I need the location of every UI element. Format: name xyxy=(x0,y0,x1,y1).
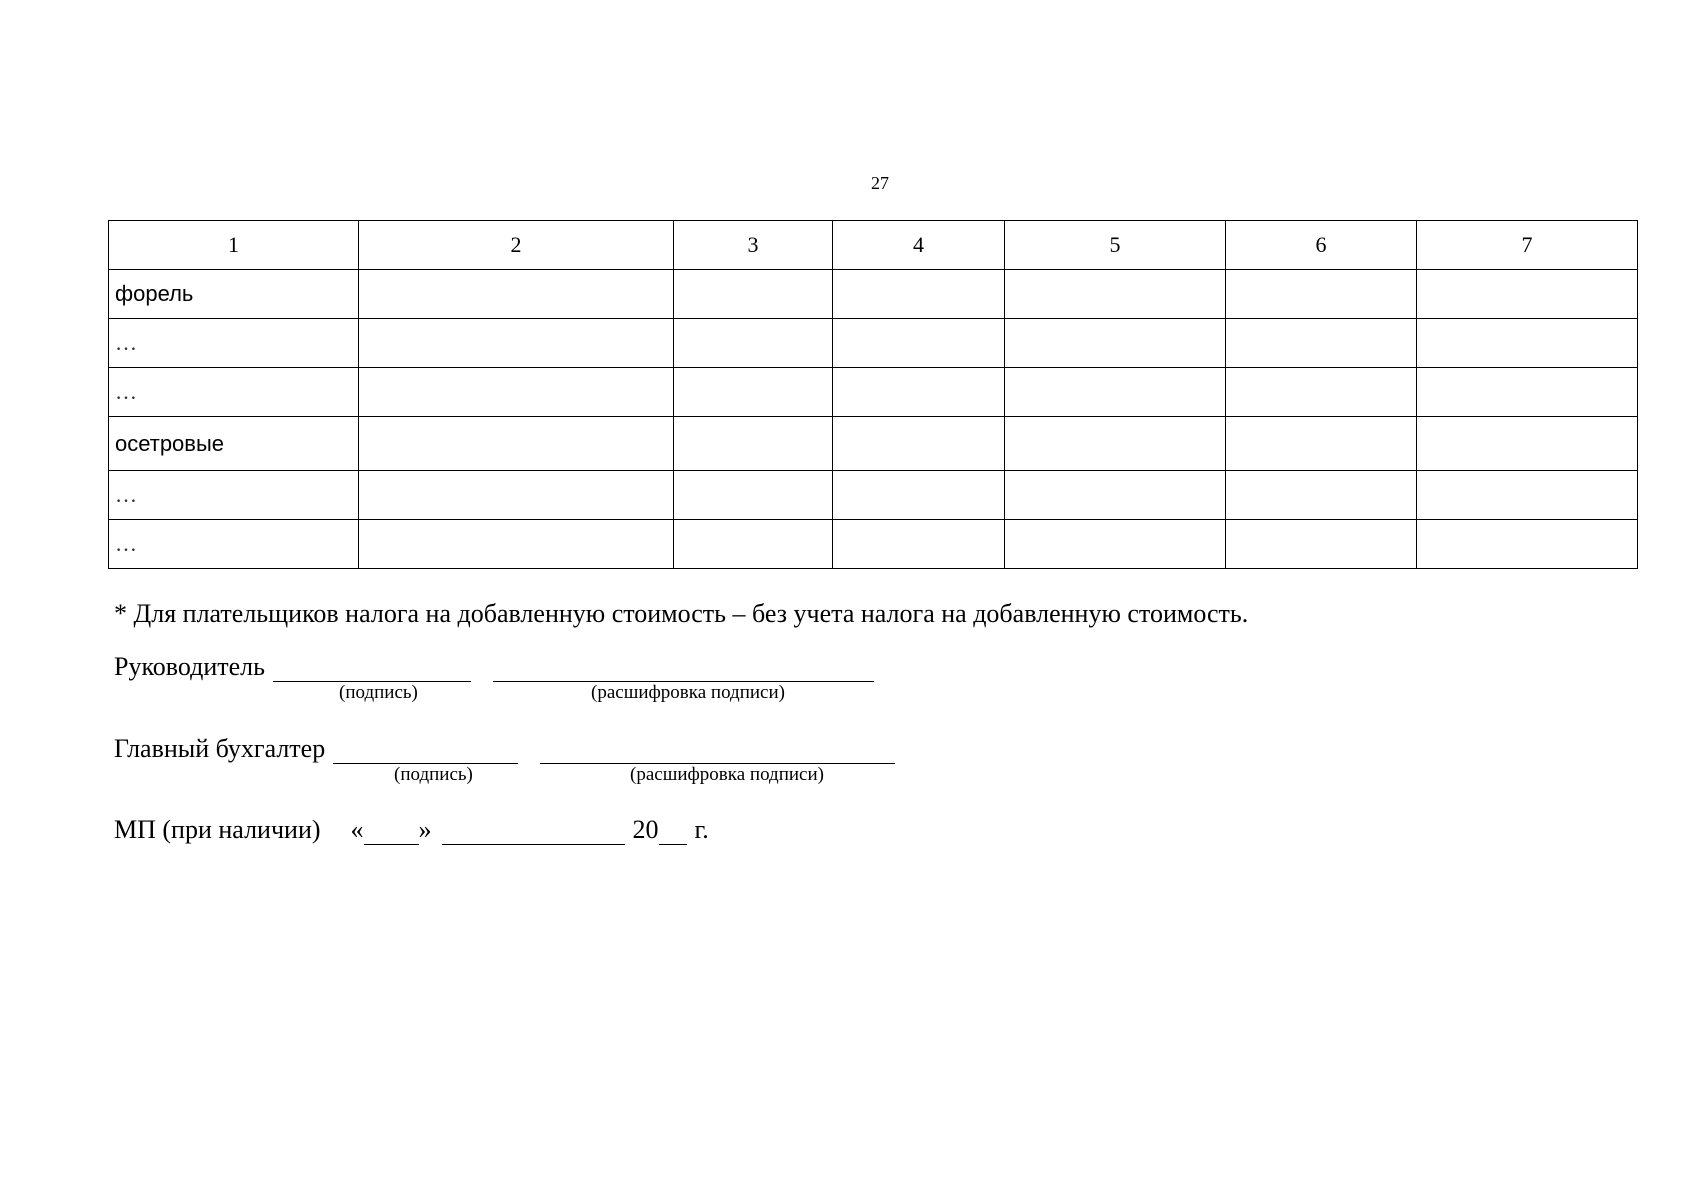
table-cell xyxy=(1005,270,1226,319)
table-cell xyxy=(833,417,1005,471)
day-blank xyxy=(364,818,419,845)
table-cell xyxy=(359,520,674,569)
head-signature-block xyxy=(114,652,874,706)
table-cell xyxy=(1417,368,1638,417)
table-cell xyxy=(1226,270,1417,319)
table-cell xyxy=(833,471,1005,520)
column-header: 1 xyxy=(109,221,359,270)
close-quote: » xyxy=(418,815,432,844)
table-row xyxy=(109,471,1638,520)
table-cell xyxy=(1226,368,1417,417)
table-cell xyxy=(1417,270,1638,319)
stamp-label: МП (при наличии) xyxy=(114,815,321,844)
table-cell xyxy=(833,520,1005,569)
table-cell xyxy=(1005,471,1226,520)
decoding-caption: (расшифровка подписи) xyxy=(591,682,785,703)
open-quote: « xyxy=(350,815,364,844)
chief-accountant-signature-block xyxy=(114,734,895,788)
year-prefix: 20 xyxy=(632,815,659,844)
column-header: 4 xyxy=(833,221,1005,270)
decoding-caption: (расшифровка подписи) xyxy=(630,764,824,785)
table-cell xyxy=(1417,471,1638,520)
table-cell xyxy=(359,270,674,319)
table-cell xyxy=(674,520,833,569)
table-cell xyxy=(1226,417,1417,471)
footnote: * Для плательщиков налога на добавленную стоимость – без учета налога на добавленную стоимость. xyxy=(114,599,1249,628)
table-cell xyxy=(833,368,1005,417)
year-suffix: г. xyxy=(694,815,709,844)
table-cell xyxy=(1005,520,1226,569)
stamp-date-line xyxy=(114,815,709,845)
column-header: 6 xyxy=(1226,221,1417,270)
table-cell: … xyxy=(109,319,359,368)
table-cell xyxy=(1005,417,1226,471)
table-cell: … xyxy=(109,368,359,417)
chief-accountant-decoding-blank xyxy=(540,737,895,764)
table-row xyxy=(109,270,1638,319)
table-cell xyxy=(1005,319,1226,368)
table-cell xyxy=(1417,417,1638,471)
table-row xyxy=(109,319,1638,368)
table-row xyxy=(109,417,1638,471)
table-cell: форель xyxy=(109,270,359,319)
table-header-row xyxy=(109,221,1638,270)
chief-accountant-signature-blank xyxy=(333,737,518,764)
head-decoding-blank xyxy=(493,655,874,682)
table-cell xyxy=(1226,520,1417,569)
table-cell xyxy=(674,368,833,417)
table-cell xyxy=(674,471,833,520)
table-cell xyxy=(1226,471,1417,520)
data-table xyxy=(108,220,1638,569)
table-cell xyxy=(674,270,833,319)
table-cell xyxy=(833,319,1005,368)
table-cell: осетровые xyxy=(109,417,359,471)
table-cell xyxy=(1005,368,1226,417)
table-cell: … xyxy=(109,471,359,520)
table-cell xyxy=(1417,319,1638,368)
column-header: 3 xyxy=(674,221,833,270)
table-cell xyxy=(833,270,1005,319)
table-row xyxy=(109,368,1638,417)
signature-caption: (подпись) xyxy=(394,764,473,785)
table-cell xyxy=(359,319,674,368)
table-cell: … xyxy=(109,520,359,569)
column-header: 2 xyxy=(359,221,674,270)
column-header: 7 xyxy=(1417,221,1638,270)
table-cell xyxy=(674,319,833,368)
page-number: 27 xyxy=(871,173,889,193)
year-blank xyxy=(659,818,687,845)
month-blank xyxy=(442,818,625,845)
head-label: Руководитель xyxy=(114,652,265,681)
table-cell xyxy=(1417,520,1638,569)
signature-caption: (подпись) xyxy=(339,682,418,703)
table-cell xyxy=(359,368,674,417)
table-cell xyxy=(359,417,674,471)
table-cell xyxy=(1226,319,1417,368)
column-header: 5 xyxy=(1005,221,1226,270)
chief-accountant-label: Главный бухгалтер xyxy=(114,734,326,763)
table-row xyxy=(109,520,1638,569)
head-signature-blank xyxy=(273,655,471,682)
table-cell xyxy=(359,471,674,520)
table-cell xyxy=(674,417,833,471)
